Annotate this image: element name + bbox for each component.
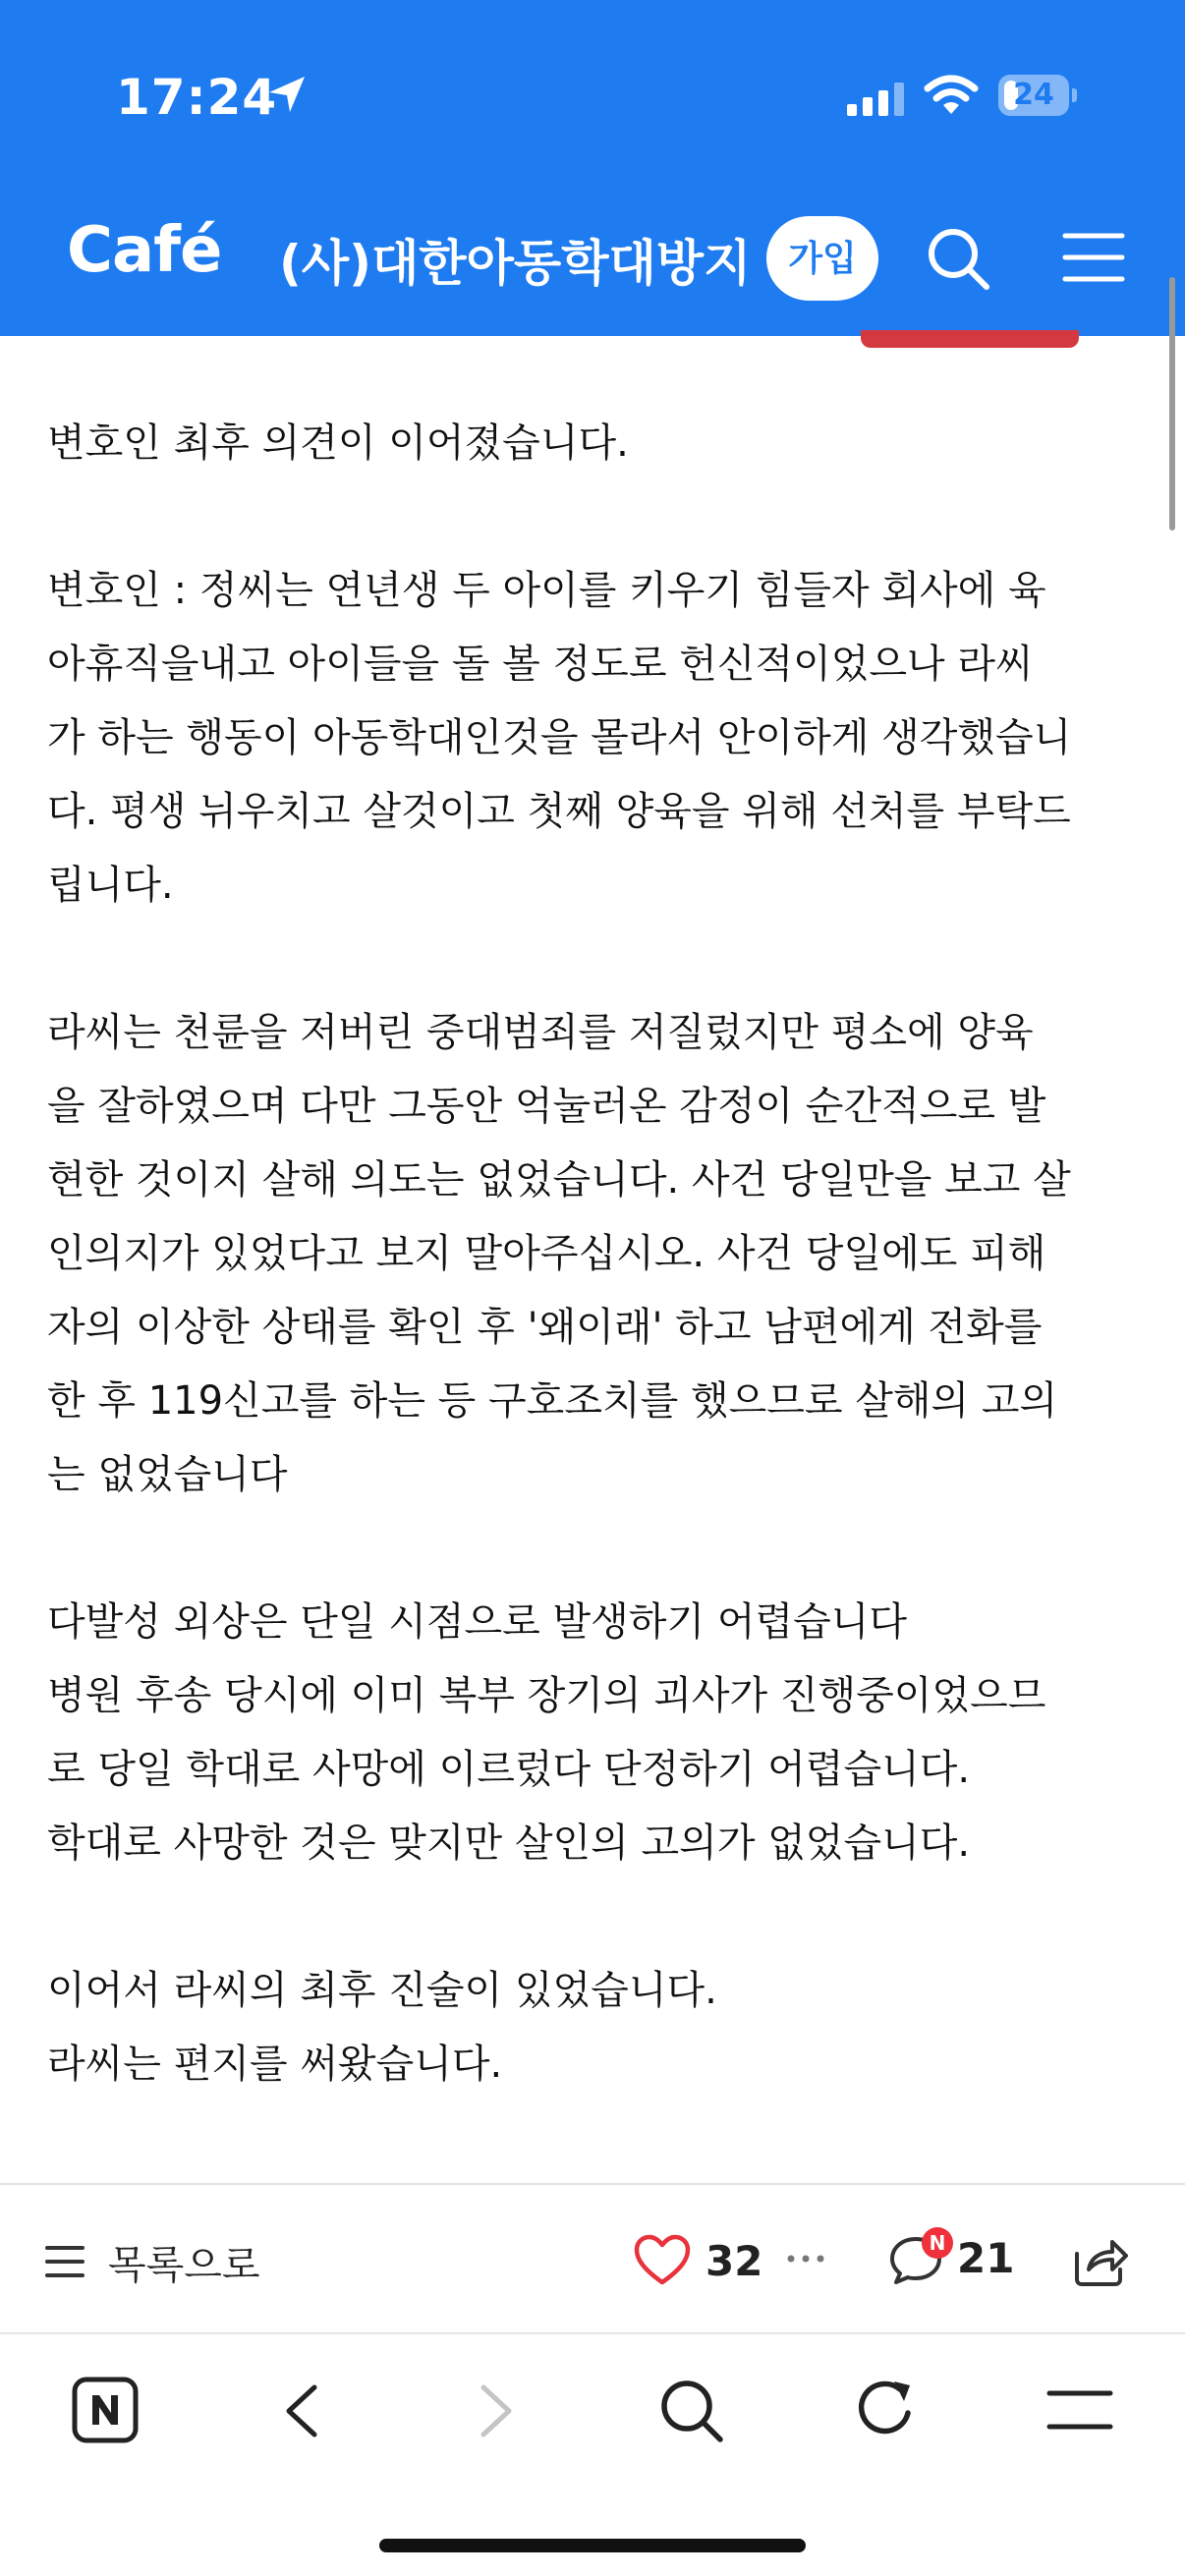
- paragraph-gap: [47, 1512, 1148, 1586]
- article-image-edge: [861, 330, 1079, 348]
- battery-cap: [1072, 88, 1077, 102]
- search-icon[interactable]: [924, 224, 992, 293]
- chevron-right-icon[interactable]: [476, 2381, 519, 2440]
- home-indicator[interactable]: [379, 2539, 806, 2552]
- article-text-line: 아휴직을내고 아이들을 돌 볼 정도로 헌신적이었으나 라씨: [47, 642, 1034, 687]
- reload-icon[interactable]: [851, 2376, 920, 2444]
- status-time: 17:24: [116, 69, 278, 126]
- article-text-line: 다. 평생 뉘우치고 살것이고 첫째 양육을 위해 선처를 부탁드: [47, 789, 1071, 834]
- tabs-menu-icon[interactable]: [1045, 2387, 1114, 2433]
- like-button[interactable]: [633, 2228, 762, 2293]
- back-to-list-button[interactable]: [43, 2232, 260, 2291]
- magnifier-icon[interactable]: [656, 2376, 725, 2444]
- article-text-line: 다발성 외상은 단일 시점으로 발생하기 어렵습니다: [47, 1599, 908, 1645]
- wifi-icon: [924, 75, 979, 116]
- more-dots-icon[interactable]: [784, 2244, 827, 2273]
- article-text-line: 로 당일 학대로 사망에 이르렀다 단정하기 어렵습니다.: [47, 1747, 971, 1792]
- location-arrow-icon: [265, 73, 309, 116]
- article-text-line: 이어서 라씨의 최후 진술이 있었습니다.: [47, 1968, 717, 2013]
- battery-percentage: 24: [1013, 78, 1054, 112]
- comment-button[interactable]: [888, 2222, 1014, 2293]
- cafe-logo[interactable]: Café: [67, 214, 222, 287]
- paragraph-gap: [47, 480, 1148, 554]
- join-button[interactable]: 가입: [766, 216, 878, 301]
- comment-icon-wrapper: [888, 2227, 951, 2288]
- chevron-left-icon[interactable]: [279, 2381, 322, 2440]
- like-count: 32: [705, 2236, 763, 2285]
- article-body: [47, 407, 1148, 2101]
- naver-n-icon[interactable]: [71, 2376, 140, 2444]
- paragraph-gap: [47, 1880, 1148, 1954]
- divider: [0, 2332, 1185, 2334]
- divider: [0, 2183, 1185, 2185]
- article-text-line: 변호인 : 정씨는 연년생 두 아이를 키우기 힘들자 회사에 육: [47, 568, 1046, 613]
- article-text-line: 병원 후송 당시에 이미 복부 장기의 괴사가 진행중이었으므: [47, 1673, 1046, 1718]
- cafe-header: [0, 0, 1185, 336]
- comment-count: 21: [957, 2233, 1015, 2282]
- hamburger-menu-icon[interactable]: [1061, 228, 1126, 287]
- list-icon: [43, 2242, 86, 2281]
- scrollbar-thumb[interactable]: [1169, 277, 1175, 531]
- article-text-line: 변호인 최후 의견이 이어졌습니다.: [47, 420, 629, 466]
- article-text-line: 학대로 사망한 것은 맞지만 살인의 고의가 없었습니다.: [47, 1820, 971, 1866]
- article-text-line: 라씨는 천륜을 저버린 중대범죄를 저질렀지만 평소에 양육: [47, 1010, 1034, 1055]
- article-text-line: 가 하는 행동이 아동학대인것을 몰라서 안이하게 생각했습니: [47, 715, 1072, 760]
- article-text-line: 는 없었습니다: [47, 1452, 288, 1497]
- article-text-line: 현한 것이지 살해 의도는 없었습니다. 사건 당일만을 보고 살: [47, 1157, 1071, 1203]
- heart-icon: [633, 2233, 692, 2288]
- back-to-list-label: 목록으로: [108, 2242, 260, 2288]
- article-text-line: 인의지가 있었다고 보지 말아주십시오. 사건 당일에도 피해: [47, 1231, 1046, 1276]
- article-text-line: 자의 이상한 상태를 확인 후 '왜이래' 하고 남편에게 전화를: [47, 1305, 1043, 1350]
- share-icon[interactable]: [1069, 2230, 1128, 2289]
- article-text-line: 한 후 119신고를 하는 등 구호조치를 했으므로 살해의 고의: [47, 1378, 1058, 1424]
- article-text-line: 립니다.: [47, 863, 174, 908]
- article-text-line: 라씨는 편지를 써왔습니다.: [47, 2042, 503, 2087]
- paragraph-gap: [47, 923, 1148, 996]
- article-text-line: 을 잘하였으며 다만 그동안 억눌러온 감정이 순간적으로 발: [47, 1084, 1046, 1129]
- new-comment-badge: N: [922, 2227, 953, 2259]
- cellular-signal-icon: [847, 83, 906, 116]
- battery-icon: [998, 75, 1077, 116]
- cafe-name[interactable]: (사)대한아동학대방지: [279, 235, 752, 292]
